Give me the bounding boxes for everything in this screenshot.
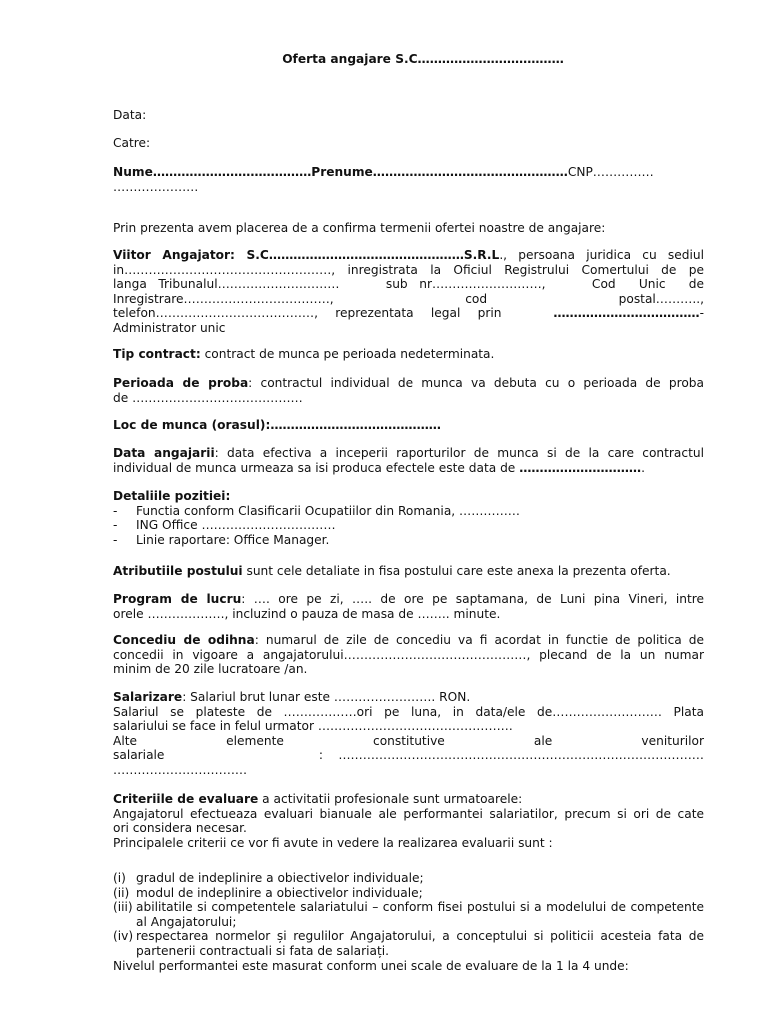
salarizare: Salarizare: Salariul brut lunar este ……………………. RON. Salariul se plateste de ………………ori pe luna, in data/ele de……………………… Plata salariului se face in felul urmator ………………………………………… Alte elemente constitutive ale veniturilor salariale : ……………………………………………………………………………… …………………………… xyxy=(113,690,704,777)
criterii-final: Nivelul performantei este masurat conform unei scale de evaluare de la 1 la 4 unde: xyxy=(113,958,629,973)
criterii-list-block xyxy=(113,871,704,973)
srl-label: S.R.L xyxy=(463,248,500,262)
concediu-odihna: Concediu de odihna: numarul de zile de concediu va fi acordat in functie de politica de concedii in vigoare a angajatorului………………………………………, plecand de la un numar minim de 20 zile lucratoare /an. xyxy=(113,633,705,677)
catre-label: Catre: xyxy=(113,136,151,150)
detalii-pozitiei: Detaliile pozitiei: - Functia conform Clasificarii Ocupatiilor din Romania, …………… - ING Office …………………………… - Linie raportare: Office Manager. xyxy=(113,489,704,547)
list-item: (i) gradul de indeplinire a obiectivelor individuale; xyxy=(113,871,424,885)
list-item: (iv) respectarea normelor și regulilor Angajatorului, a conceptului si politicii acesteia fata de partenerii contractuali si fata de salariați. xyxy=(113,929,704,958)
angajator-section: Viitor Angajator: S.C…………………………………………S.R.L., persoana juridica cu sediul in……………………………………………, inregistrata la Oficiul Registrului Comertului de pe langa Tribunalul………………………… sub nr………………………, Cod Unic de Inregistrare………………………………, cod postal……….., telefon…………………………………, reprezentata legal prin ………………………………- Administrator unic xyxy=(113,248,705,335)
nume-prenume-cnp xyxy=(113,165,704,194)
list-item: - Functia conform Clasificarii Ocupatiilor din Romania, …………… xyxy=(113,504,704,519)
data-label: Data: xyxy=(113,108,147,122)
detalii-list xyxy=(113,504,704,548)
list-item: - ING Office …………………………… xyxy=(113,518,704,533)
list-item: (ii) modul de indeplinire a obiectivelor individuale; xyxy=(113,885,423,900)
catre-field xyxy=(113,136,704,151)
cnp-label: CNP…………… xyxy=(567,165,654,179)
angajator-label: Viitor Angajator: S.C………………………………………… xyxy=(113,248,464,262)
criterii-evaluare: Criteriile de evaluare a activitatii profesionale sunt urmatoarele: Angajatorul efectueaza evaluari bianuale ale performantei salariatilor, precum si ori de cate ori considera necesar. Principalele criterii ce vor fi avute in vedere la realizarea evaluarii sunt : xyxy=(113,792,704,850)
intro-paragraph: Prin prezenta avem placerea de a confirma termenii ofertei noastre de angajare: xyxy=(113,221,606,235)
criterii-list xyxy=(113,871,704,959)
list-item: (iii) abilitatile si competentele salariatului – conform fisei postului si a modelului de competente al Angajatorului; xyxy=(113,900,704,929)
data-field xyxy=(113,108,704,123)
perioada-proba: Perioada de proba: contractul individual de munca va debuta cu o perioada de proba de …………………………………… xyxy=(113,376,704,405)
loc-munca: Loc de munca (orasul):…………………………………… xyxy=(113,418,441,432)
program-lucru: Program de lucru: …. ore pe zi, ….. de ore pe saptamana, de Luni pina Vineri, intre orele ………………., incluzind o pauza de masa de …….. minute. xyxy=(113,592,705,621)
atributii-postului: Atributiile postului sunt cele detaliate in fisa postului care este anexa la prezenta oferta. xyxy=(113,564,671,578)
nume-continuation: ………………… xyxy=(113,179,199,194)
nume-label: Nume………………………………… xyxy=(113,165,312,179)
data-angajarii: Data angajarii: data efectiva a inceperii raporturilor de munca si de la care contractul individual de munca urmeaza sa isi produca efectele este data de …………………………. xyxy=(113,446,704,475)
prenume-label: Prenume………………………………………… xyxy=(311,165,568,179)
document-title: Oferta angajare S.C……………………………… xyxy=(282,52,564,66)
tip-contract: Tip contract: contract de munca pe perioada nedeterminata. xyxy=(113,347,495,361)
list-item: - Linie raportare: Office Manager. xyxy=(113,533,704,548)
